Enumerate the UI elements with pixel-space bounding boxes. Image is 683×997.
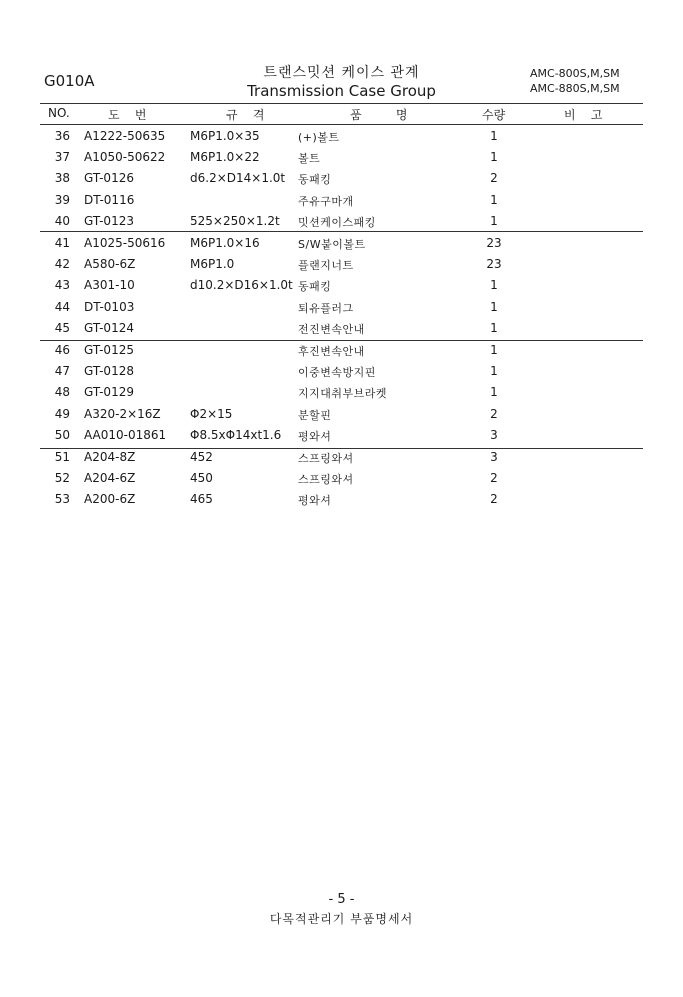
header-name: 품 명 bbox=[350, 108, 408, 122]
quantity: 3 bbox=[490, 427, 498, 442]
part-name: 볼트 bbox=[298, 152, 321, 166]
spec: 465 bbox=[190, 492, 213, 507]
table-row bbox=[0, 171, 683, 192]
part-number: GT-0123 bbox=[84, 213, 134, 228]
row-number: 41 bbox=[54, 236, 70, 250]
row-number: 48 bbox=[54, 385, 70, 400]
table-row bbox=[0, 450, 683, 471]
part-name: 지지대취부브라켓 bbox=[298, 387, 388, 401]
part-number: GT-0125 bbox=[84, 343, 134, 357]
table-row bbox=[0, 278, 683, 299]
top-rule bbox=[40, 103, 643, 104]
part-number: A204-6Z bbox=[84, 471, 136, 486]
quantity: 1 bbox=[490, 278, 498, 293]
part-name: 평와셔 bbox=[298, 494, 332, 508]
part-name: 전진변속안내 bbox=[298, 322, 365, 336]
part-number: DT-0103 bbox=[84, 299, 135, 314]
quantity: 2 bbox=[490, 171, 498, 186]
quantity: 1 bbox=[490, 343, 498, 357]
table-row bbox=[0, 300, 683, 321]
part-number: A204-8Z bbox=[84, 450, 136, 464]
part-number: A1222-50635 bbox=[84, 129, 166, 143]
spec: d10.2×D16×1.0t bbox=[190, 278, 293, 293]
quantity: 2 bbox=[490, 471, 498, 486]
group-rule-1 bbox=[40, 231, 643, 232]
row-number: 51 bbox=[54, 450, 70, 464]
table-row bbox=[0, 193, 683, 214]
quantity: 1 bbox=[490, 299, 498, 314]
spec: d6.2×D14×1.0t bbox=[190, 171, 286, 186]
spec: Φ8.5xΦ14xt1.6 bbox=[190, 427, 282, 442]
row-number: 42 bbox=[54, 257, 70, 272]
table-row bbox=[0, 364, 683, 385]
part-name: S/W붙이볼트 bbox=[298, 238, 366, 251]
quantity: 23 bbox=[486, 236, 502, 250]
row-number: 49 bbox=[54, 406, 70, 421]
header-rule bbox=[40, 124, 643, 125]
title-english: Transmission Case Group bbox=[247, 82, 436, 100]
quantity: 1 bbox=[490, 364, 498, 379]
part-name: 밋션케이스패킹 bbox=[298, 215, 376, 229]
part-number: DT-0116 bbox=[84, 192, 135, 207]
quantity: 1 bbox=[490, 192, 498, 207]
part-name: 이중변속방지핀 bbox=[298, 366, 376, 380]
row-number: 40 bbox=[54, 213, 70, 228]
row-number: 36 bbox=[54, 129, 70, 143]
group-rule-3 bbox=[40, 448, 643, 449]
quantity: 3 bbox=[490, 450, 498, 464]
table-row bbox=[0, 492, 683, 513]
part-number: GT-0128 bbox=[84, 364, 134, 379]
row-number: 38 bbox=[54, 171, 70, 186]
table-row bbox=[0, 471, 683, 492]
part-name: 스프링와셔 bbox=[298, 473, 354, 487]
row-number: 39 bbox=[54, 192, 70, 207]
table-row bbox=[0, 407, 683, 428]
table-row bbox=[0, 236, 683, 257]
table-row bbox=[0, 343, 683, 364]
part-number: GT-0126 bbox=[84, 171, 134, 186]
header-part-number: 도 번 bbox=[108, 108, 147, 122]
header-qty: 수량 bbox=[482, 108, 506, 122]
table-row bbox=[0, 385, 683, 406]
spec: M6P1.0 bbox=[190, 257, 235, 272]
quantity: 1 bbox=[490, 385, 498, 400]
quantity: 1 bbox=[490, 150, 498, 165]
row-number: 53 bbox=[54, 492, 70, 507]
part-name: 동패킹 bbox=[298, 280, 332, 294]
header-spec: 규 격 bbox=[226, 108, 265, 122]
title-korean: 트랜스밋션 케이스 관계 bbox=[263, 65, 420, 81]
part-name: 분할핀 bbox=[298, 408, 332, 422]
model-list bbox=[530, 66, 620, 96]
book-title: 다목적관리기 부품명세서 bbox=[269, 912, 414, 926]
spec: 525×250×1.2t bbox=[190, 213, 280, 228]
spec: 452 bbox=[190, 450, 213, 464]
table-row bbox=[0, 428, 683, 449]
row-number: 50 bbox=[54, 427, 70, 442]
part-number: GT-0129 bbox=[84, 385, 134, 400]
table-row bbox=[0, 321, 683, 342]
spec: M6P1.0×22 bbox=[190, 150, 260, 165]
part-number: GT-0124 bbox=[84, 320, 134, 335]
group-code: G010A bbox=[44, 72, 95, 90]
part-name: 플랜지너트 bbox=[298, 259, 354, 273]
model-line-1: AMC-800S,M,SM bbox=[530, 67, 620, 80]
table-row bbox=[0, 150, 683, 171]
part-number: A200-6Z bbox=[84, 492, 136, 507]
quantity: 1 bbox=[490, 213, 498, 228]
part-number: A580-6Z bbox=[84, 257, 136, 272]
part-number: A301-10 bbox=[84, 278, 135, 293]
row-number: 52 bbox=[54, 471, 70, 486]
part-name: 스프링와셔 bbox=[298, 452, 354, 465]
part-number: AA010-01861 bbox=[84, 427, 167, 442]
spec: M6P1.0×16 bbox=[190, 236, 260, 250]
part-number: A1025-50616 bbox=[84, 236, 166, 250]
header-no: NO. bbox=[48, 106, 70, 120]
quantity: 1 bbox=[490, 129, 498, 143]
table-row bbox=[0, 129, 683, 150]
row-number: 45 bbox=[54, 320, 70, 335]
quantity: 2 bbox=[490, 406, 498, 421]
row-number: 43 bbox=[54, 278, 70, 293]
page-number: - 5 - bbox=[328, 892, 355, 907]
part-name: 주유구마개 bbox=[298, 194, 354, 208]
group-rule-2 bbox=[40, 340, 643, 341]
part-name: (+)볼트 bbox=[298, 131, 340, 144]
quantity: 23 bbox=[486, 257, 502, 272]
model-line-2: AMC-880S,M,SM bbox=[530, 82, 620, 95]
quantity: 2 bbox=[490, 492, 498, 507]
row-number: 44 bbox=[54, 299, 70, 314]
spec: Φ2×15 bbox=[190, 406, 233, 421]
part-name: 동패킹 bbox=[298, 173, 332, 187]
spec: M6P1.0×35 bbox=[190, 129, 260, 143]
row-number: 37 bbox=[54, 150, 70, 165]
part-number: A1050-50622 bbox=[84, 150, 166, 165]
part-name: 퇴유플러그 bbox=[298, 301, 354, 315]
spec: 450 bbox=[190, 471, 213, 486]
quantity: 1 bbox=[490, 320, 498, 335]
row-number: 47 bbox=[54, 364, 70, 379]
part-name: 평와셔 bbox=[298, 429, 332, 443]
part-name: 후진변속안내 bbox=[298, 345, 365, 358]
header-remarks: 비 고 bbox=[564, 108, 603, 122]
row-number: 46 bbox=[54, 343, 70, 357]
part-number: A320-2×16Z bbox=[84, 406, 161, 421]
table-row bbox=[0, 257, 683, 278]
